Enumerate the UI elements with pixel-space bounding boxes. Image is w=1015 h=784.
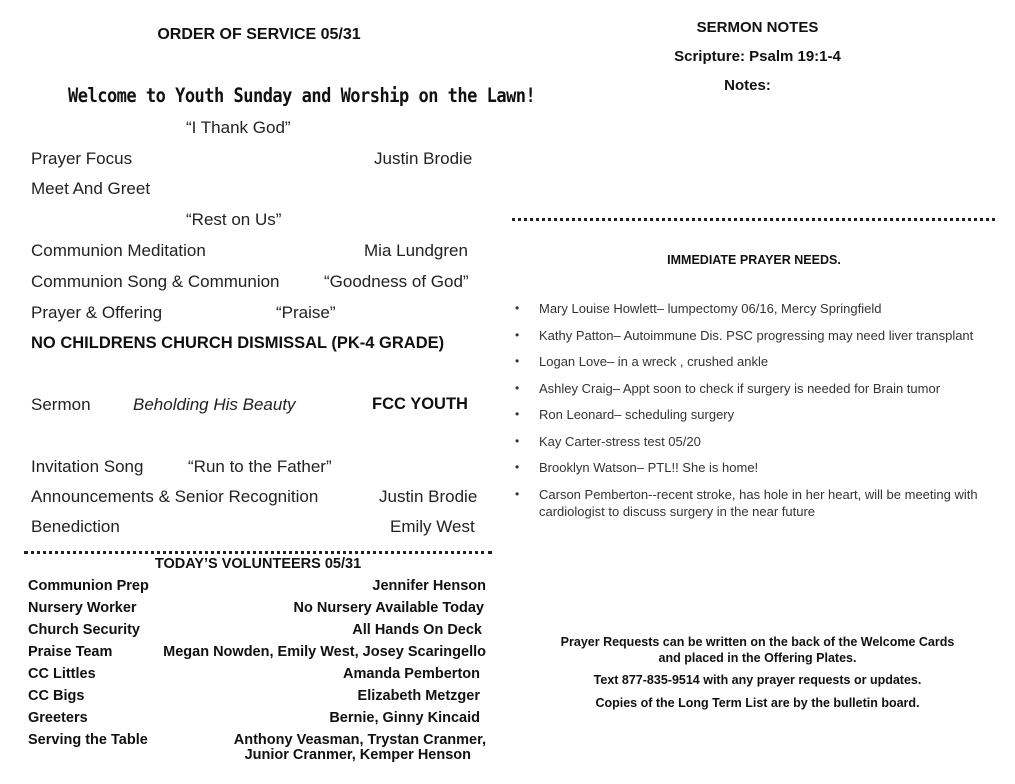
volunteer-name: Anthony Veasman, Trystan Cranmer, — [233, 732, 486, 748]
prayer-offering-label: Prayer & Offering — [31, 303, 163, 322]
divider-dotted — [512, 218, 995, 221]
prayer-focus-label: Prayer Focus — [31, 149, 133, 168]
prayer-need-text: Logan Love– in a wreck , crushed ankle — [539, 354, 769, 369]
list-item — [513, 327, 1003, 344]
invitation-song-label: Invitation Song — [31, 457, 144, 476]
communion-song-title: “Goodness of God” — [324, 272, 469, 291]
prayer-need-text: Carson Pemberton--recent stroke, has hole in her heart, will be meeting with cardiologist to discuss surgery in the near future — [539, 486, 978, 519]
benediction-person: Emily West — [390, 517, 475, 536]
list-item — [513, 486, 979, 520]
volunteer-name: No Nursery Available Today — [293, 600, 484, 616]
bullet-icon: • — [515, 327, 520, 342]
bullet-icon: • — [515, 301, 520, 315]
volunteer-role: Praise Team — [28, 644, 113, 660]
volunteer-role: CC Littles — [28, 666, 96, 682]
prayer-request-note-line2: and placed in the Offering Plates. — [658, 651, 857, 665]
announcements-person: Justin Brodie — [379, 487, 478, 506]
prayer-request-note-line1: Prayer Requests can be written on the back of the Welcome Cards — [560, 635, 955, 649]
list-item — [513, 353, 1003, 370]
prayer-focus-person: Justin Brodie — [374, 149, 473, 168]
prayer-need-text: Ron Leonard– scheduling surgery — [539, 407, 735, 422]
announcements-label: Announcements & Senior Recognition — [31, 487, 319, 506]
sermon-notes-title: SERMON NOTES — [696, 19, 819, 36]
bullet-icon: • — [515, 407, 520, 421]
list-item — [513, 406, 1003, 423]
bullet-icon: • — [515, 354, 520, 368]
communion-meditation-label: Communion Meditation — [31, 241, 206, 260]
sermon-notes-column — [505, 0, 1010, 784]
long-term-list-note: Copies of the Long Term List are by the bulletin board. — [595, 696, 920, 710]
prayer-need-text: Mary Louise Howlett– lumpectomy 06/16, Mercy Springfield — [539, 301, 882, 316]
invitation-song-title: “Run to the Father” — [188, 457, 332, 476]
list-item — [513, 380, 1003, 397]
bullet-icon: • — [515, 380, 520, 395]
prayer-needs-list — [513, 300, 1003, 529]
prayer-offering-song: “Praise” — [276, 303, 336, 322]
notes-label: Notes: — [724, 77, 771, 94]
bullet-icon: • — [515, 486, 520, 501]
volunteer-name: Jennifer Henson — [372, 578, 486, 594]
prayer-need-text: Brooklyn Watson– PTL!! She is home! — [539, 460, 759, 475]
scripture-reference: Scripture: Psalm 19:1-4 — [674, 48, 841, 65]
sermon-speaker: FCC YOUTH — [372, 395, 468, 413]
volunteer-name: Megan Nowden, Emily West, Josey Scaringello — [163, 644, 486, 660]
list-item — [513, 300, 1003, 317]
prayer-need-text: Kathy Patton– Autoimmune Dis. PSC progressing may need liver transplant — [539, 327, 974, 343]
communion-meditation-person: Mia Lundgren — [364, 241, 468, 260]
volunteer-role: Communion Prep — [28, 578, 149, 594]
volunteer-role: Church Security — [28, 622, 140, 638]
text-line-note: Text 877-835-9514 with any prayer requests or updates. — [593, 673, 922, 687]
order-title: ORDER OF SERVICE 05/31 — [157, 26, 361, 43]
volunteer-name: Amanda Pemberton — [343, 666, 480, 682]
song-i-thank-god: “I Thank God” — [186, 118, 291, 137]
prayer-need-text: Kay Carter-stress test 05/20 — [539, 433, 701, 449]
song-rest-on-us: “Rest on Us” — [186, 210, 282, 229]
volunteer-name-continued: Junior Cranmer, Kemper Henson — [244, 747, 471, 763]
volunteer-name: Bernie, Ginny Kincaid — [329, 710, 480, 726]
prayer-needs-title: IMMEDIATE PRAYER NEEDS. — [667, 253, 841, 267]
list-item — [513, 433, 1003, 450]
list-item — [513, 459, 1003, 476]
sermon-label: Sermon — [31, 395, 91, 414]
volunteer-name: All Hands On Deck — [352, 622, 482, 638]
bullet-icon: • — [515, 433, 520, 448]
benediction-label: Benediction — [31, 517, 120, 536]
volunteer-name: Elizabeth Metzger — [357, 688, 480, 704]
communion-song-label: Communion Song & Communion — [31, 272, 280, 291]
divider-dotted — [24, 551, 492, 554]
volunteer-role: Nursery Worker — [28, 600, 137, 616]
bullet-icon: • — [515, 460, 520, 474]
welcome-heading: Welcome to Youth Sunday and Worship on the Lawn! — [68, 84, 536, 108]
volunteer-role: Greeters — [28, 710, 88, 726]
sermon-title: Beholding His Beauty — [133, 395, 296, 414]
prayer-need-text: Ashley Craig– Appt soon to check if surgery is needed for Brain tumor — [539, 380, 941, 396]
volunteers-title: TODAY’S VOLUNTEERS 05/31 — [154, 556, 362, 572]
volunteer-role: Serving the Table — [28, 732, 148, 748]
meet-greet: Meet And Greet — [31, 179, 151, 198]
dismissal-notice: NO CHILDRENS CHURCH DISMISSAL (PK-4 GRADE) — [31, 334, 445, 352]
volunteer-role: CC Bigs — [28, 688, 85, 704]
